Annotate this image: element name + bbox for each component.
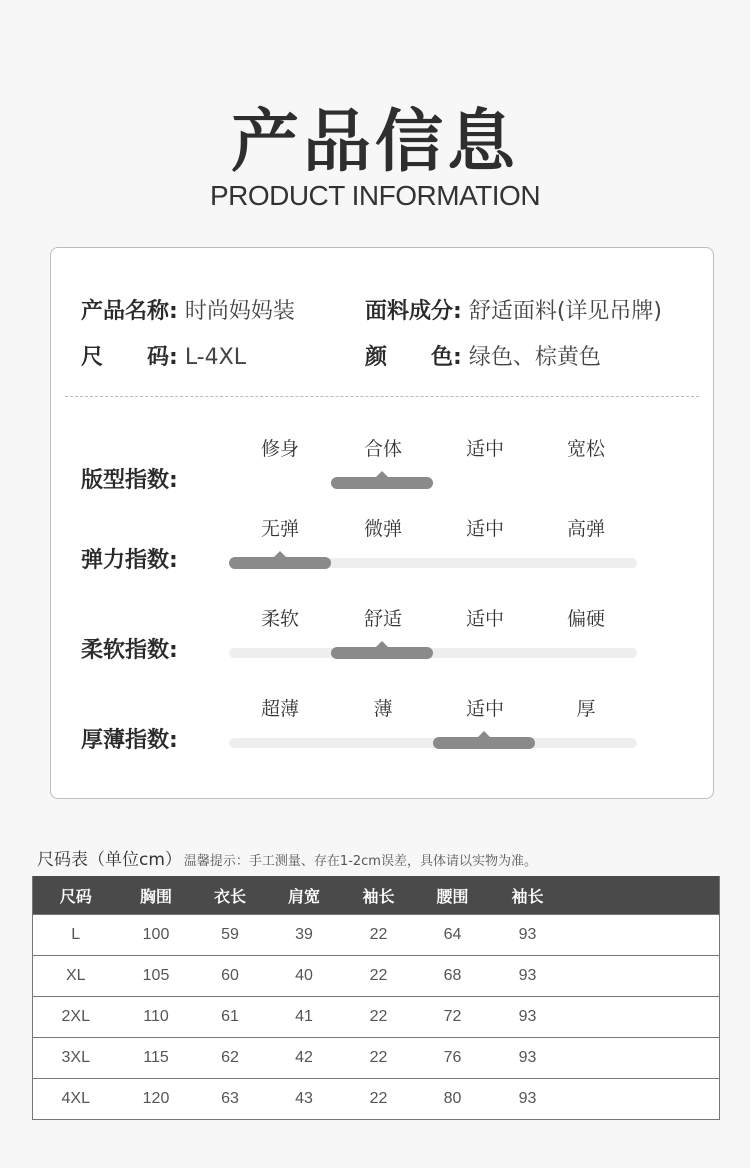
table-cell: 93 [490,956,566,997]
table-row [33,956,720,997]
table-cell: 4XL [33,1079,119,1120]
table-cell: 22 [342,1038,416,1079]
table-cell: 22 [342,1079,416,1120]
scale-indicator [433,737,535,749]
table-cell: 93 [490,1079,566,1120]
scale-label: 版型指数: [81,468,178,493]
table-cell: 93 [490,1038,566,1079]
size-table-caption [37,845,537,870]
size-row [81,340,246,371]
table-cell: 61 [194,997,267,1038]
header-cell: 尺码 [33,876,119,915]
table-cell: 41 [267,997,342,1038]
table-cell: 93 [490,997,566,1038]
product-name-label: 产品名称: [81,299,178,324]
table-cell: 120 [119,1079,194,1120]
table-cell: 39 [267,915,342,956]
header-cell [566,876,720,915]
scale-label: 柔软指数: [81,638,178,663]
color-value: 绿色、棕黄色 [468,345,601,370]
table-cell: 68 [416,956,490,997]
table-row [33,1038,720,1079]
table-cell: 115 [119,1038,194,1079]
product-name-row [81,294,295,325]
fabric-row [365,294,662,325]
scale-label: 弹力指数: [81,548,178,573]
table-cell: 100 [119,915,194,956]
size-table [32,876,720,1120]
scale-option: 偏硬 [566,608,605,630]
table-cell: 59 [194,915,267,956]
table-cell [566,915,720,956]
table-cell: XL [33,956,119,997]
scale-track [229,558,637,568]
size-table-title: 尺码表（单位cm） [37,850,182,870]
size-value: L-4XL [184,345,246,370]
product-info-card [50,247,714,799]
table-cell: 3XL [33,1038,119,1079]
scale-option: 舒适 [363,608,402,630]
scale-option: 宽松 [566,438,605,460]
table-cell: 80 [416,1079,490,1120]
fabric-label: 面料成分: [365,299,462,324]
scale-option: 柔软 [260,608,299,630]
header-cell: 腰围 [416,876,490,915]
scale-track [229,478,637,488]
header-cell: 袖长 [490,876,566,915]
table-cell: 60 [194,956,267,997]
page-subtitle: PRODUCT INFORMATION [209,180,541,211]
size-label: 尺 码: [81,345,178,370]
table-cell: 63 [194,1079,267,1120]
scale-option: 适中 [465,608,504,630]
scale-option: 适中 [465,698,504,720]
table-cell: 64 [416,915,490,956]
scale-option: 高弹 [566,518,605,540]
page-title: 产品信息 [230,103,519,182]
scale-label: 厚薄指数: [81,728,178,753]
size-table-tip: 温馨提示：手工测量、存在1-2cm误差，具体请以实物为准。 [183,854,537,869]
scale-option: 厚 [576,698,596,720]
table-cell [566,1079,720,1120]
table-cell: 76 [416,1038,490,1079]
table-cell [566,956,720,997]
table-cell: L [33,915,119,956]
size-table-header-row [33,876,720,915]
scale-option: 无弹 [260,518,299,540]
table-cell: 22 [342,956,416,997]
scale-option: 合体 [363,438,402,460]
table-cell: 42 [267,1038,342,1079]
header-cell: 衣长 [194,876,267,915]
table-cell: 40 [267,956,342,997]
fabric-value: 舒适面料(详见吊牌) [468,299,662,324]
scale-indicator [331,647,433,659]
table-cell [566,997,720,1038]
table-row [33,1079,720,1120]
table-cell [566,1038,720,1079]
table-row [33,915,720,956]
table-cell: 105 [119,956,194,997]
scale-option: 微弹 [363,518,402,540]
scale-track [229,648,637,658]
scale-indicator [331,477,433,489]
table-row [33,997,720,1038]
table-cell: 22 [342,915,416,956]
header-cell: 胸围 [119,876,194,915]
table-cell: 2XL [33,997,119,1038]
color-row [365,340,601,371]
scale-option: 薄 [373,698,393,720]
scale-track [229,738,637,748]
table-cell: 72 [416,997,490,1038]
scale-option: 超薄 [260,698,299,720]
table-cell: 62 [194,1038,267,1079]
scale-indicator [229,557,331,569]
table-cell: 110 [119,997,194,1038]
header-cell: 袖长 [342,876,416,915]
table-cell: 93 [490,915,566,956]
table-cell: 22 [342,997,416,1038]
table-cell: 43 [267,1079,342,1120]
dashed-divider [65,396,699,397]
color-label: 颜 色: [365,345,462,370]
header-cell: 肩宽 [267,876,342,915]
scale-option: 修身 [260,438,299,460]
scale-option: 适中 [465,438,504,460]
product-name-value: 时尚妈妈装 [184,299,295,324]
scale-option: 适中 [465,518,504,540]
